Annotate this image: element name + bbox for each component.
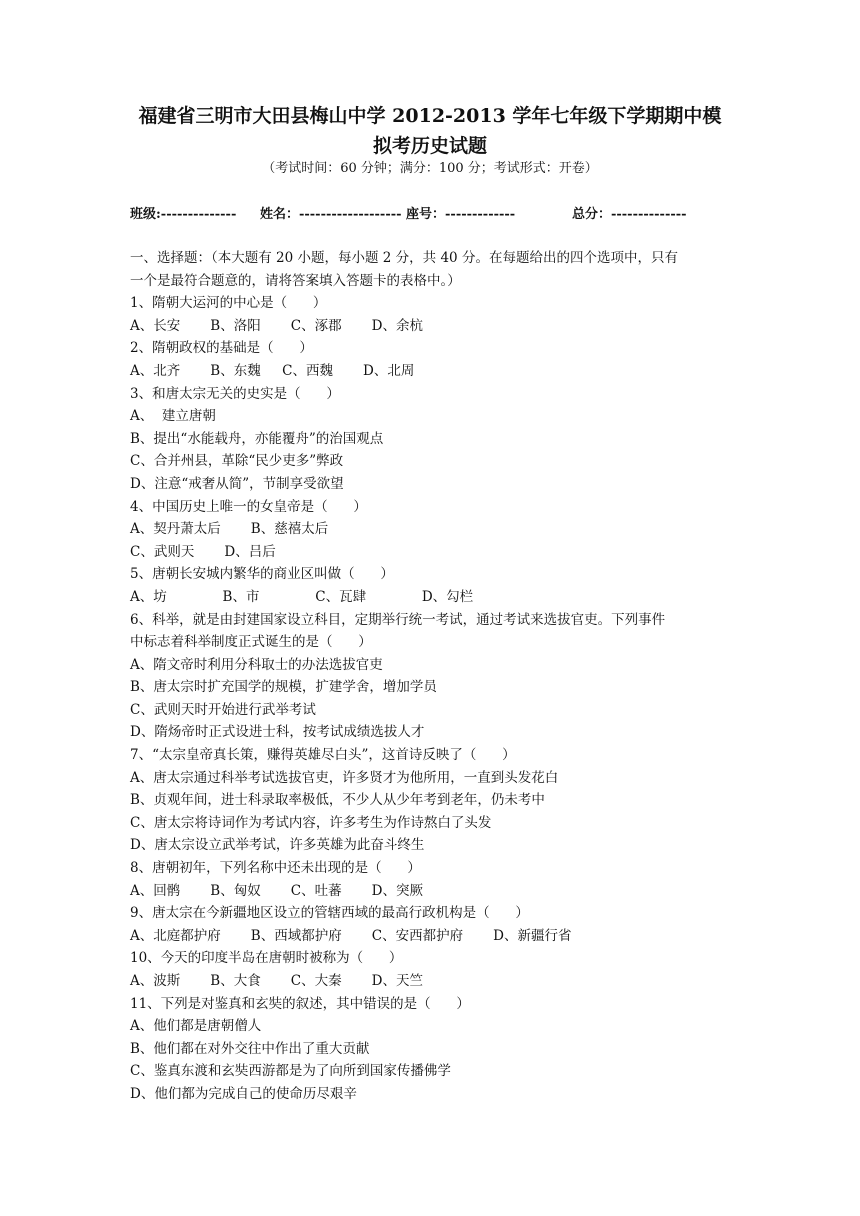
- question-line: 8、唐朝初年，下列名称中还未出现的是（ ）: [130, 860, 421, 877]
- option-line: C、武则天时开始进行武举考试: [130, 701, 316, 718]
- option-line: D、隋炀帝时正式设进士科，按考试成绩选拔人才: [130, 724, 425, 741]
- option-line: A、 建立唐朝: [130, 408, 216, 425]
- question-body: [130, 247, 738, 1106]
- section-intro-line2: 一个是最符合题意的，请将答案填入答题卡的表格中。）: [130, 272, 461, 289]
- option-line: D、他们都为完成自己的使命历尽艰辛: [130, 1085, 357, 1102]
- exam-title-line2: 拟考历史试题: [372, 135, 487, 157]
- option-line: C、鉴真东渡和玄奘西游都是为了向所到国家传播佛学: [130, 1063, 451, 1080]
- question-line: 10、今天的印度半岛在唐朝时被称为（ ）: [130, 950, 403, 967]
- exam-subtitle: （考试时间：60 分钟；满分：100 分；考试形式：开卷）: [262, 161, 598, 176]
- option-line: A、波斯 B、大食 C、大秦 D、天竺: [130, 973, 423, 989]
- option-line: B、唐太宗时扩充国学的规模，扩建学舍，增加学员: [130, 679, 437, 696]
- question-line: 6、科举，就是由封建国家设立科目，定期举行统一考试，通过考试来选拔官吏。下列事件: [130, 611, 666, 628]
- option-line: A、契丹萧太后 B、慈禧太后: [130, 521, 329, 538]
- question-line: 1、隋朝大运河的中心是（ ）: [130, 295, 327, 312]
- option-line: A、北齐 B、东魏 C、西魏 D、北周: [130, 362, 415, 379]
- question-line: 7、“太宗皇帝真长策，赚得英雄尽白头”，这首诗反映了（ ）: [130, 747, 516, 764]
- option-line: B、贞观年间，进士科录取率极低，不少人从少年考到老年，仍未考中: [130, 792, 545, 809]
- question-line: 5、唐朝长安城内繁华的商业区叫做（ ）: [130, 566, 394, 583]
- question-line: 3、和唐太宗无关的史实是（ ）: [130, 385, 340, 402]
- option-line: D、注意“戒奢从简”，节制享受欲望: [130, 475, 344, 492]
- option-line: A、唐太宗通过科举考试选拔官吏，许多贤才为他所用，一直到头发花白: [130, 769, 559, 786]
- class-field: 班级:--------------: [130, 207, 237, 222]
- option-line: D、唐太宗设立武举考试，许多英雄为此奋斗终生: [130, 837, 425, 854]
- option-line: C、唐太宗将诗词作为考试内容，许多考生为作诗熬白了头发: [130, 814, 492, 831]
- question-line: 11、下列是对鉴真和玄奘的叙述，其中错误的是（ ）: [130, 995, 470, 1012]
- option-line: A、北庭都护府 B、西域都护府 C、安西都护府 D、新疆行省: [130, 927, 572, 944]
- section-intro-line1: 一、选择题：（本大题有 20 小题，每小题 2 分，共 40 分。在每题给出的四个选项中，只有: [130, 250, 678, 266]
- question-line: 中标志着科举制度正式诞生的是（ ）: [130, 634, 372, 651]
- option-line: A、长安 B、洛阳 C、涿郡 D、余杭: [130, 317, 423, 334]
- option-line: B、他们都在对外交往中作出了重大贡献: [130, 1040, 370, 1057]
- option-line: A、坊 B、市 C、瓦肆 D、勾栏: [130, 588, 474, 605]
- option-line: A、他们都是唐朝僧人: [130, 1018, 262, 1035]
- exam-title-line1: 福建省三明市大田县梅山中学 2012-2013 学年七年级下学期期中模: [138, 105, 722, 127]
- question-line: 9、唐太宗在今新疆地区设立的管辖西域的最高行政机构是（ ）: [130, 905, 529, 922]
- name-seat-field: 姓名：------------------- 座号：-------------: [260, 207, 516, 222]
- student-info-row: [130, 204, 750, 226]
- option-line: C、武则天 D、吕后: [130, 543, 276, 560]
- option-line: A、回鹘 B、匈奴 C、吐蕃 D、突厥: [130, 882, 423, 899]
- question-line: 4、中国历史上唯一的女皇帝是（ ）: [130, 498, 367, 515]
- option-line: B、提出“水能载舟，亦能覆舟”的治国观点: [130, 430, 384, 447]
- option-line: A、隋文帝时利用分科取士的办法选拔官吏: [130, 656, 383, 673]
- question-line: 2、隋朝政权的基础是（ ）: [130, 340, 313, 357]
- total-score-field: 总分：--------------: [572, 207, 687, 222]
- option-line: C、合并州县，革除“民少吏多”弊政: [130, 453, 344, 470]
